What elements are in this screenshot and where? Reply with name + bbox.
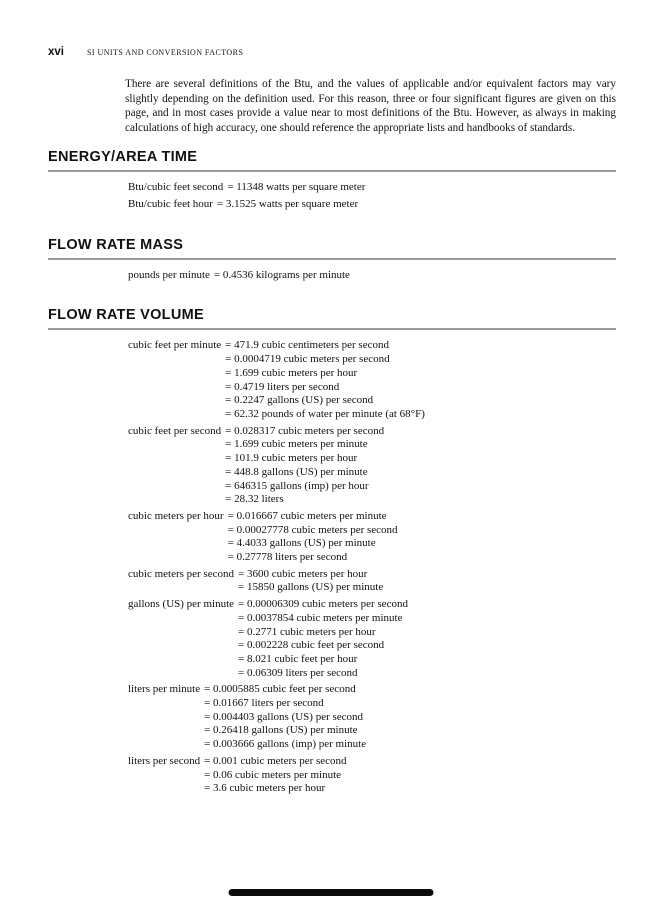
conversion-values <box>238 568 383 595</box>
conversion-value-line: = 0.00006309 cubic meters per second <box>238 598 408 611</box>
conversion-group <box>128 181 616 195</box>
conversion-values <box>228 510 398 565</box>
section-heading: FLOW RATE VOLUME <box>48 307 204 324</box>
conversion-value-line: = 0.06 cubic meters per minute <box>204 768 342 781</box>
section <box>48 237 616 283</box>
conversion-value-line: = 0.028317 cubic meters per second <box>225 424 385 437</box>
conversion-group <box>128 683 616 752</box>
conversion-value-line: = 1.699 cubic meters per hour <box>225 366 358 379</box>
section-divider <box>48 328 616 330</box>
section-divider <box>48 170 616 172</box>
conversion-value-line: = 3.6 cubic meters per hour <box>204 782 326 795</box>
conversion-value-line: = 0.01667 liters per second <box>204 697 324 710</box>
intro-paragraph: There are several definitions of the Btu, and the values of applicable and/or equivalent factors may vary slightly depending on the definition used. For this reason, three or four significant figures are given on this page, and in most cases provide a value near to most definitions of the Btu. However, as always in making calculations of high accuracy, one should reference the appropriate lists and handbooks of standards. <box>125 78 616 134</box>
section-body <box>128 181 616 211</box>
conversion-value-line: = 3600 cubic meters per hour <box>237 567 368 580</box>
conversion-values <box>225 339 425 421</box>
section <box>48 149 616 211</box>
section-heading: ENERGY/AREA TIME <box>48 149 198 166</box>
conversion-value-line: = 0.4719 liters per second <box>225 380 340 393</box>
section <box>48 307 616 796</box>
conversion-value-line: = 15850 gallons (US) per minute <box>237 581 384 594</box>
conversion-value-line: = 0.004403 gallons (US) per second <box>204 710 364 723</box>
conversion-value-line: = 0.003666 gallons (imp) per minute <box>204 738 367 751</box>
conversion-value-line: = 471.9 cubic centimeters per second <box>225 339 389 352</box>
conversion-group <box>128 339 616 421</box>
conversion-term: liters per second <box>128 754 201 767</box>
conversion-group <box>128 198 616 212</box>
conversion-term: cubic meters per second <box>128 567 234 580</box>
conversion-term: gallons (US) per minute <box>128 598 235 611</box>
conversion-value-line: = 0.4536 kilograms per minute <box>213 268 350 281</box>
conversion-term: cubic feet per minute <box>128 339 222 352</box>
conversion-term: pounds per minute <box>128 268 210 281</box>
conversion-value-line: = 0.016667 cubic meters per minute <box>227 509 387 522</box>
conversion-value-line: = 0.0005885 cubic feet per second <box>204 683 356 696</box>
conversion-value-line: = 0.27778 liters per second <box>227 551 348 564</box>
section-body <box>128 339 616 796</box>
conversion-term: cubic meters per hour <box>128 509 224 522</box>
conversion-group <box>128 425 616 507</box>
conversion-value-line: = 0.2247 gallons (US) per second <box>225 394 374 407</box>
conversion-term: Btu/cubic feet hour <box>128 198 213 211</box>
conversion-term: Btu/cubic feet second <box>128 181 224 194</box>
conversion-value-line: = 0.002228 cubic feet per second <box>238 639 385 652</box>
conversion-value-line: = 448.8 gallons (US) per minute <box>225 465 368 478</box>
section-heading: FLOW RATE MASS <box>48 236 184 253</box>
conversion-group <box>128 598 616 680</box>
conversion-value-line: = 0.26418 gallons (US) per minute <box>204 724 358 737</box>
conversion-value-line: = 28.32 liters <box>225 493 284 506</box>
running-header <box>48 46 616 58</box>
conversion-values <box>204 683 366 752</box>
conversion-value-line: = 0.2771 cubic meters per hour <box>238 625 376 638</box>
conversion-term: cubic feet per second <box>128 424 222 437</box>
conversion-value-line: = 11348 watts per square meter <box>227 181 366 194</box>
conversion-values <box>227 181 365 195</box>
conversion-group <box>128 755 616 796</box>
conversion-value-line: = 62.32 pounds of water per minute (at 68°F) <box>225 408 425 420</box>
conversion-term: liters per minute <box>128 683 201 696</box>
conversion-value-line: = 4.4033 gallons (US) per minute <box>227 537 376 550</box>
conversion-value-line: = 8.021 cubic feet per hour <box>238 652 358 665</box>
home-indicator-bar[interactable] <box>229 889 434 896</box>
conversion-values <box>217 198 358 212</box>
conversion-value-line: = 0.001 cubic meters per second <box>204 754 347 767</box>
section-divider <box>48 258 616 260</box>
page-number: xvi <box>48 46 64 58</box>
conversion-group <box>128 269 616 283</box>
section-body <box>128 269 616 283</box>
conversion-value-line: = 0.00027778 cubic meters per second <box>227 523 398 536</box>
conversion-value-line: = 1.699 cubic meters per minute <box>225 438 368 451</box>
conversion-group <box>128 568 616 595</box>
conversion-value-line: = 101.9 cubic meters per hour <box>225 452 358 465</box>
conversion-values <box>225 425 384 507</box>
conversion-values <box>214 269 350 283</box>
conversion-values <box>204 755 346 796</box>
conversion-value-line: = 0.0004719 cubic meters per second <box>225 353 390 366</box>
conversion-values <box>238 598 408 680</box>
running-head-title: SI UNITS AND CONVERSION FACTORS <box>87 48 244 57</box>
conversion-value-line: = 646315 gallons (imp) per hour <box>225 479 369 492</box>
conversion-value-line: = 0.06309 liters per second <box>238 666 358 679</box>
conversion-value-line: = 3.1525 watts per square meter <box>216 198 359 211</box>
conversion-value-line: = 0.0037854 cubic meters per minute <box>238 611 403 624</box>
sections-container <box>48 149 616 796</box>
conversion-group <box>128 510 616 565</box>
